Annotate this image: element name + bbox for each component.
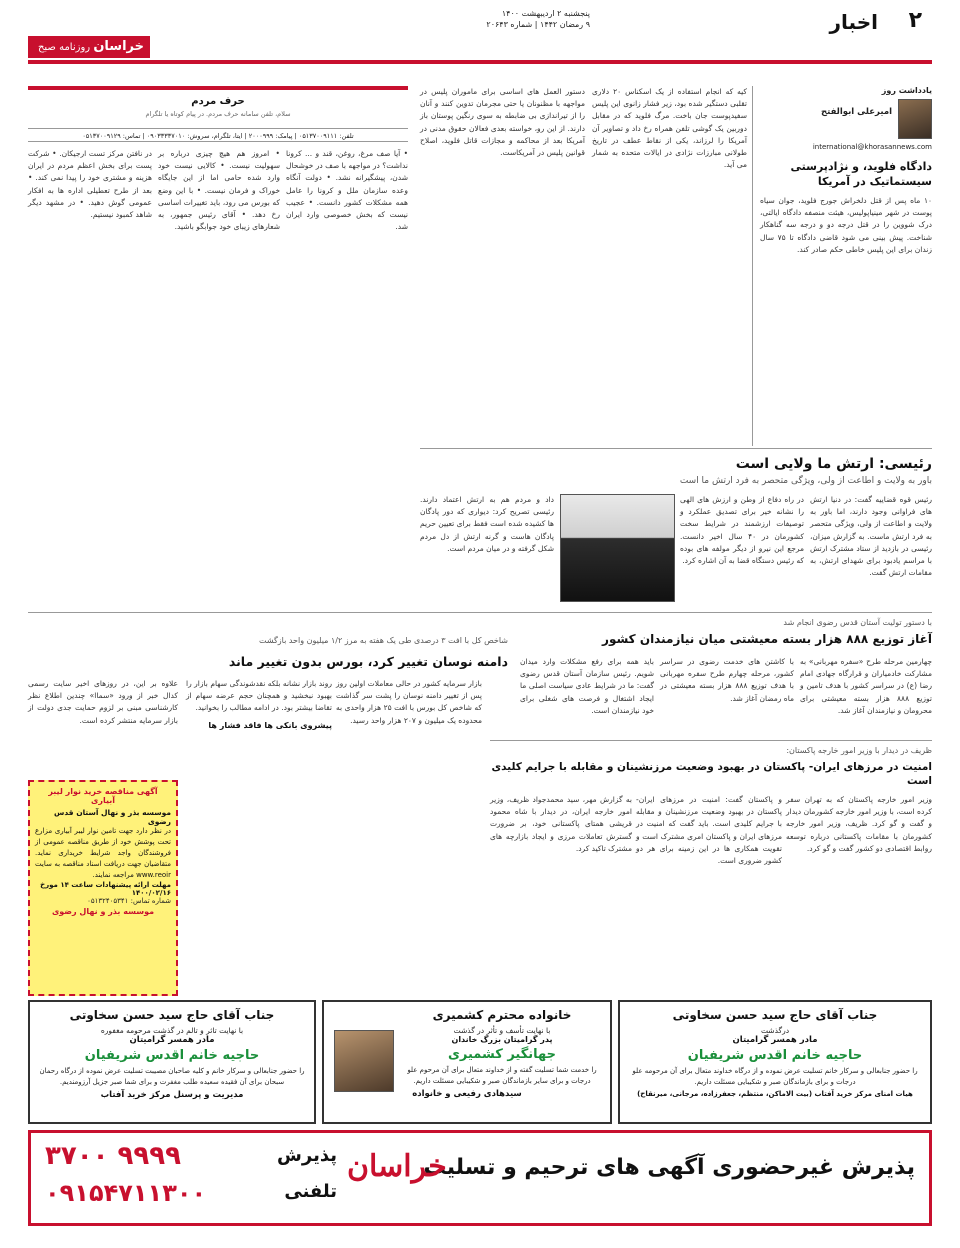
column-kicker: یادداشت روز [881,86,932,95]
razavi-title: آغاز توزیع ۸۸۸ هزار بسته معیشتی میان نیازمندان کشور [602,632,932,646]
raisi-body-1: رئیس قوه قضاییه گفت: در دنیا ارتش های فراوانی وجود دارند، اما باور به ولایت و اطاعت از ولی، ویژگی متحصر به فرد ارتش ماست. به گزارش میزان، رئیسی در بازدید از ستاد مشترک ارتش با مراسم یادبود برای شهدای ارتش، به مقامات ارتش گفت. [810,495,932,578]
condolence-signature: هیات امنای مرکز خرید آفتاب (بیت الاماکن، منتظم، جعفرزاده، مرجانی، میرنقاح) [637,1090,913,1098]
people-col-2: • امروز هم هیچ چیزی درباره بر سهولیت نیست. • کالایی نیست خود وارد شده حامی اما از این جایگاه خوراک و فرمان نیست. • با این وضع که بورس می رود، باید تغییرات اساسی رخ دهد. • آقای رئیس جمهور، به شعارهای زیبای خود جوابگو باشید. [158,149,280,232]
tender-notice [28,780,178,996]
people-contacts: تلفن: ۰۵۱۳۷۰۰۹۱۱۱ | پیامک: ۲۰۰۰۹۹۹ | ایتا، تلگرام، سروش: ۰۹۰۳۳۳۳۷۰۱۰ | تماس: ۰۵۱۳۷۰۰۹۱۲۹ [28,128,408,142]
condolence-name: حاجیه خانم اقدس شریفیان [687,1048,863,1063]
page-number: ۲ [908,8,922,33]
condolence-2 [322,1000,612,1124]
pakistan-body-2: و پاکستان گفت: امنیت در مرزهای ایران- پاکستان در بهبود وضعیت مرزنشینان و مقابله با جرایم کلیدی است. باید گفت که امنیت در مرزهای ایران و پاکستان امری مشترک است و تقویت همکاری ها در این زمینه برای هر دو کشور ضروری است. [636,795,782,866]
column-body-3: دستور العمل های اساسی برای ماموران پلیس در مواجهه با مظنونان یا حتی مجرمان تدوین کنند و آنان را از تیراندازی بی ضابطه به سوی رنگین پوستان باز دارند. از این رو، خواسته بعدی فعالان حقوق مدنی در آمریکا بعد از محاکمه و مجازات قاتل فلوید، اصلاح قوانین پلیس در آمریکاست. [420,87,585,158]
bourse-title: دامنه نوسان تغییر کرد، بورس بدون تغییر ماند [228,654,508,669]
pakistan-body-3: به گزارش مهر، سید محمدجواد ظریف، وزیر امور خارجه ایران، در دیدار با شاه محمود قریشی همتای پاکستانی خود، بر ضرورت گسترش تعاملات مرزی و ایجاد بازارچه های مشترک تاکید کرد. [490,795,632,853]
brand-name: خراسان [93,39,144,54]
razavi-body-2: با کاشتن های خدمت رضوی در سراسر کشور، مرحله چهارم طرح سفره مهربانی با هدف توزیع ۸۸۸ هزار بسته معیشتی در ماه رمضان آغاز شد. [660,657,794,703]
people-col-1: • آیا صف مرغ، روغن، قند و ... کرونا نداشت؟ در مواجهه با صف در خوشحال شدن، پیشگیرانه نشد. • دولت آنگاه وعده سازمان ملل و کرونا را عامل همه مشکلات کشور دانست. • عجیب نیست که بخش خصوصی وارد ایران شد. [286,149,408,232]
banner-phone-2: ۰۹۱۵۴۷۱۱۳۰۰ [45,1179,207,1207]
brand-sub: روزنامه صبح ایران [37,42,144,75]
column-body: ۱۰ ماه پس از قتل دلخراش جورج فلوید، جوان سیاه پوست در شهر مینیاپولیس، هیئت منصفه دادگاه ایالتی، درک شووین را در قتل درجه دو و درجه سه گناهکار شناخت. پیش بینی می شود قاضی دادگاه تا ۷۵ سال زندان برای این پلیس خاطی حکم صادر کند. [760,196,932,254]
column-body-2: کیه که انجام استفاده از یک اسکناس ۲۰ دلاری تقلبی دستگیر شده بود، زیر فشار زانوی این پلیس سفیدپوست جان باخت. مرگ فلوید که در مقابل دوربین یک گوشی تلفن همراه رخ داد و تصاویر آن آمریکا را لرزاند، یکی از نقاط عطف در تاریخ طولانی مبارزات نژادی در ایالات متحده به شمار می آید. [592,87,747,170]
column-title: دادگاه فلوید، و نژادپرستی سیستماتیک در آمریکا [790,160,932,188]
banner-brand: خراسان [347,1149,447,1184]
people-title: حرف مردم [191,96,245,107]
condolence-name: حاجیه خانم اقدس شریفیان [84,1048,260,1063]
condolence-title: جناب آقای حاج سید حسن سخاوتی [672,1008,878,1022]
bourse-body-2: روند بازار نشانه بلکه نقدشوندگی سهام بازار را بهبود نبخشید و همچنان حجم عرضه سهام از تقاضا بیشتر بود. در ادامه مطالب را بخوانید. [186,679,332,713]
condolence-title: خانواده محترم کشمیری [432,1008,572,1022]
razavi-kicker: با دستور تولیت آستان قدس رضوی انجام شد [783,618,932,627]
banner-label-2: تلفنی [284,1181,337,1202]
notice-phone: شماره تماس: ۰۵۱۳۲۴۰۵۳۴۱ [87,897,171,905]
brand-box [28,36,150,75]
banner-label-1: پذیرش [277,1145,337,1166]
editorial-column [760,86,932,436]
bourse-body-3: علاوه بر این، در روزهای اخیر سایت رسمی کدال خبر از ورود «سماا» چندین اطلاع نظر کارشناسی مبنی بر لزوم حمایت جدی دولت از بازار سرمایه منتشر کرده است. [28,679,178,725]
banner-phone-1: ۳۷۰۰ ۹۹۹۹ [45,1141,182,1171]
section-title: اخبار [829,10,878,34]
divider [420,448,932,449]
condolence-line: با نهایت تاثر و تالم در گذشت مرحومه مغفوره [100,1026,244,1035]
column-author: امیرعلی ابوالفتح [820,107,892,117]
condolence-line: با نهایت تأسف و تأثر در گذشت [453,1026,551,1035]
raisi-body-3: داد و مردم هم به ارتش اعتماد دارند. رئیسی تصریح کرد: دیواری که دور پادگان ها کشیده شده است فقط برای تعیین حریم پادگان هاست و گرنه ارتش از دل مردم شکل گرفته و در میان مردم است. [420,495,554,553]
divider [752,86,753,446]
header-rule [28,60,932,64]
people-col-3: در نافتن مرکز تست ارجیکان. • شرکت پست برای بخش اعظم مردم در ایران هزینه و مشتری خود را پیدا نمی کند. • بعد از طرح تعطیلی اداره ها به افکار عمومی گوش دهید. • در مشهد دیگر شاهد کمبود نیستیم. [28,149,152,220]
notice-title: آگهی مناقصه خرید نوار لیبر آبیاری [48,787,158,805]
condolence-name: جهانگیر کشمیری [447,1047,556,1062]
condolence-line: مادر همسر گرامیتان [732,1035,818,1045]
portrait-photo [334,1030,394,1092]
date-line: پنجشنبه ۲ اردیبهشت ۱۴۰۰ [501,9,590,18]
razavi-body-1: چهارمین مرحله طرح «سفره مهربانی» به مشارکت خادمیاران و قرارگاه جهادی امام رضا (ع) در سراسر کشور با هدف تامین و توزیع ۸۸۸ هزار بسته معیشتی برای محرومان و نیازمندان آغاز شد. [800,657,933,715]
people-rule [28,86,408,90]
raisi-lead: باور به ولایت و اطاعت از ولی، ویژگی متحصر به فرد ارتش ما است [679,476,932,486]
notice-body: در نظر دارد جهت تامین نوار لیبر آبیاری مزارع تحت پوشش خود از طریق مناقصه عمومی از فروشندگان واجد شرایط خریداری نماید. متقاضیان جهت دریافت اسناد مناقصه به سایت www.reoir مراجعه نمایند. [35,827,171,879]
condolence-3 [618,1000,932,1124]
condolence-signature: مدیریت و پرسنل مرکز خرید آفتاب [100,1090,244,1100]
pakistan-body-1: وزیر امور خارجه پاکستان که به تهران سفر کرده است، با وزیر امور خارجه کشورمان دیدار و گفت و گو کرد. ظریف، وزیر امور خارجه کشورمان با مقامات پاکستانی درباره توسعه روابط اقتصادی دو کشور گفت و گو کرد. [786,795,932,853]
bottom-banner [28,1130,932,1226]
condolence-1 [28,1000,316,1124]
condolence-signature: سیدهادی رفیعی و خانواده [412,1089,522,1099]
issue-line: ۹ رمضان ۱۴۴۲ | شماره ۲۰۶۴۳ [486,20,590,29]
pakistan-title: امنیت در مرزهای ایران- پاکستان در بهبود وضعیت مرزنشینان و مقابله با جرایم کلیدی است [491,761,932,787]
author-photo [898,99,932,139]
people-sub: سلام، تلفن سامانه حرف مردم. در پیام کوتاه یا تلگرام [145,110,291,118]
divider [28,612,932,613]
banner-text: پذیرش غیرحضوری آگهی های ترحیم و تسلیت [423,1155,915,1180]
page-header [0,0,960,75]
notice-org: موسسه بذر و نهال آستان قدس رضوی [54,808,171,826]
condolence-body: را حضور جنابعالی و سرکار خانم تسلیت عرض نموده و از درگاه خداوند متعال برای آن مرحومه علو درجات و برای بازماندگان صبر و شکیبایی مسئلت داریم. [632,1067,918,1086]
bourse-kicker: شاخص کل با افت ۳ درصدی طی یک هفته به مرز ۱/۲ میلیون واحد بازگشت [258,636,508,645]
condolence-line: درگذشت [760,1026,790,1035]
pakistan-kicker: ظریف در دیدار با وزیر امور خارجه پاکستان: [786,746,932,755]
condolence-title: جناب آقای حاج سید حسن سخاوتی [69,1008,275,1022]
notice-signature: موسسه بذر و نهال رضوی [51,907,155,916]
raisi-body-2: در راه دفاع از وطن و ارزش های الهی را نشانه خیر برای تصدیق عملکرد و توصیفات ارزشمند در شرایط سخت کشورمان در ۴۰ سال اخیر دانست. مرجع این نیرو از دیگر مولفه های بوده که رئیس دستگاه قضا به آن اشاره کرد. [680,495,804,566]
condolence-line: پدر گرامیتان بزرگ خاندان [451,1035,553,1044]
column-email: international@khorasannews.com [812,143,932,151]
condolence-body: را حضور جنابعالی و سرکار خانم و کلیه صاحبان مصیبت تسلیت عرض نموده از درگاه رحمان سبحان برای آن فقیده سعیده طلب مغفرت و برای شما صبر جزیل آرزومندیم. [39,1067,305,1086]
condolence-line: مادر همسر گرامیتان [129,1035,215,1045]
bourse-body-1: بازار سرمایه کشور در حالی معاملات اولین روز پس از تغییر دامنه نوسان را پشت سر گذاشت که شاخص کل بورس با افت ۲۵ هزار واحدی به محدوده یک میلیون و ۲۰۷ هزار واحد رسید. [336,679,482,725]
notice-deadline: مهلت ارائه پیشنهادات ساعت ۱۴ مورخ ۱۴۰۰/۰۲/۱۶ [40,881,171,897]
bourse-sub: پیشروی بانکی ها فاقد فشار ها [208,720,332,730]
razavi-body-3: باید همه برای رفع مشکلات وارد میدان شویم. رئیس سازمان آستان قدس رضوی گفت: ما در شرایط عادی سیاست اصلی ما ایجاد اشتغال و فرصت های شغلی برای خود نیازمندان است. [520,657,654,715]
divider [490,740,932,741]
raisi-title: رئیسی: ارتش ما ولایی است [735,456,932,472]
raisi-photo [560,494,675,602]
condolence-body: را خدمت شما تسلیت گفته و از خداوند متعال برای آن مرحوم علو درجات و برای سایر بازماندگان صبر و شکیبایی مسئلت داریم. [407,1066,597,1085]
